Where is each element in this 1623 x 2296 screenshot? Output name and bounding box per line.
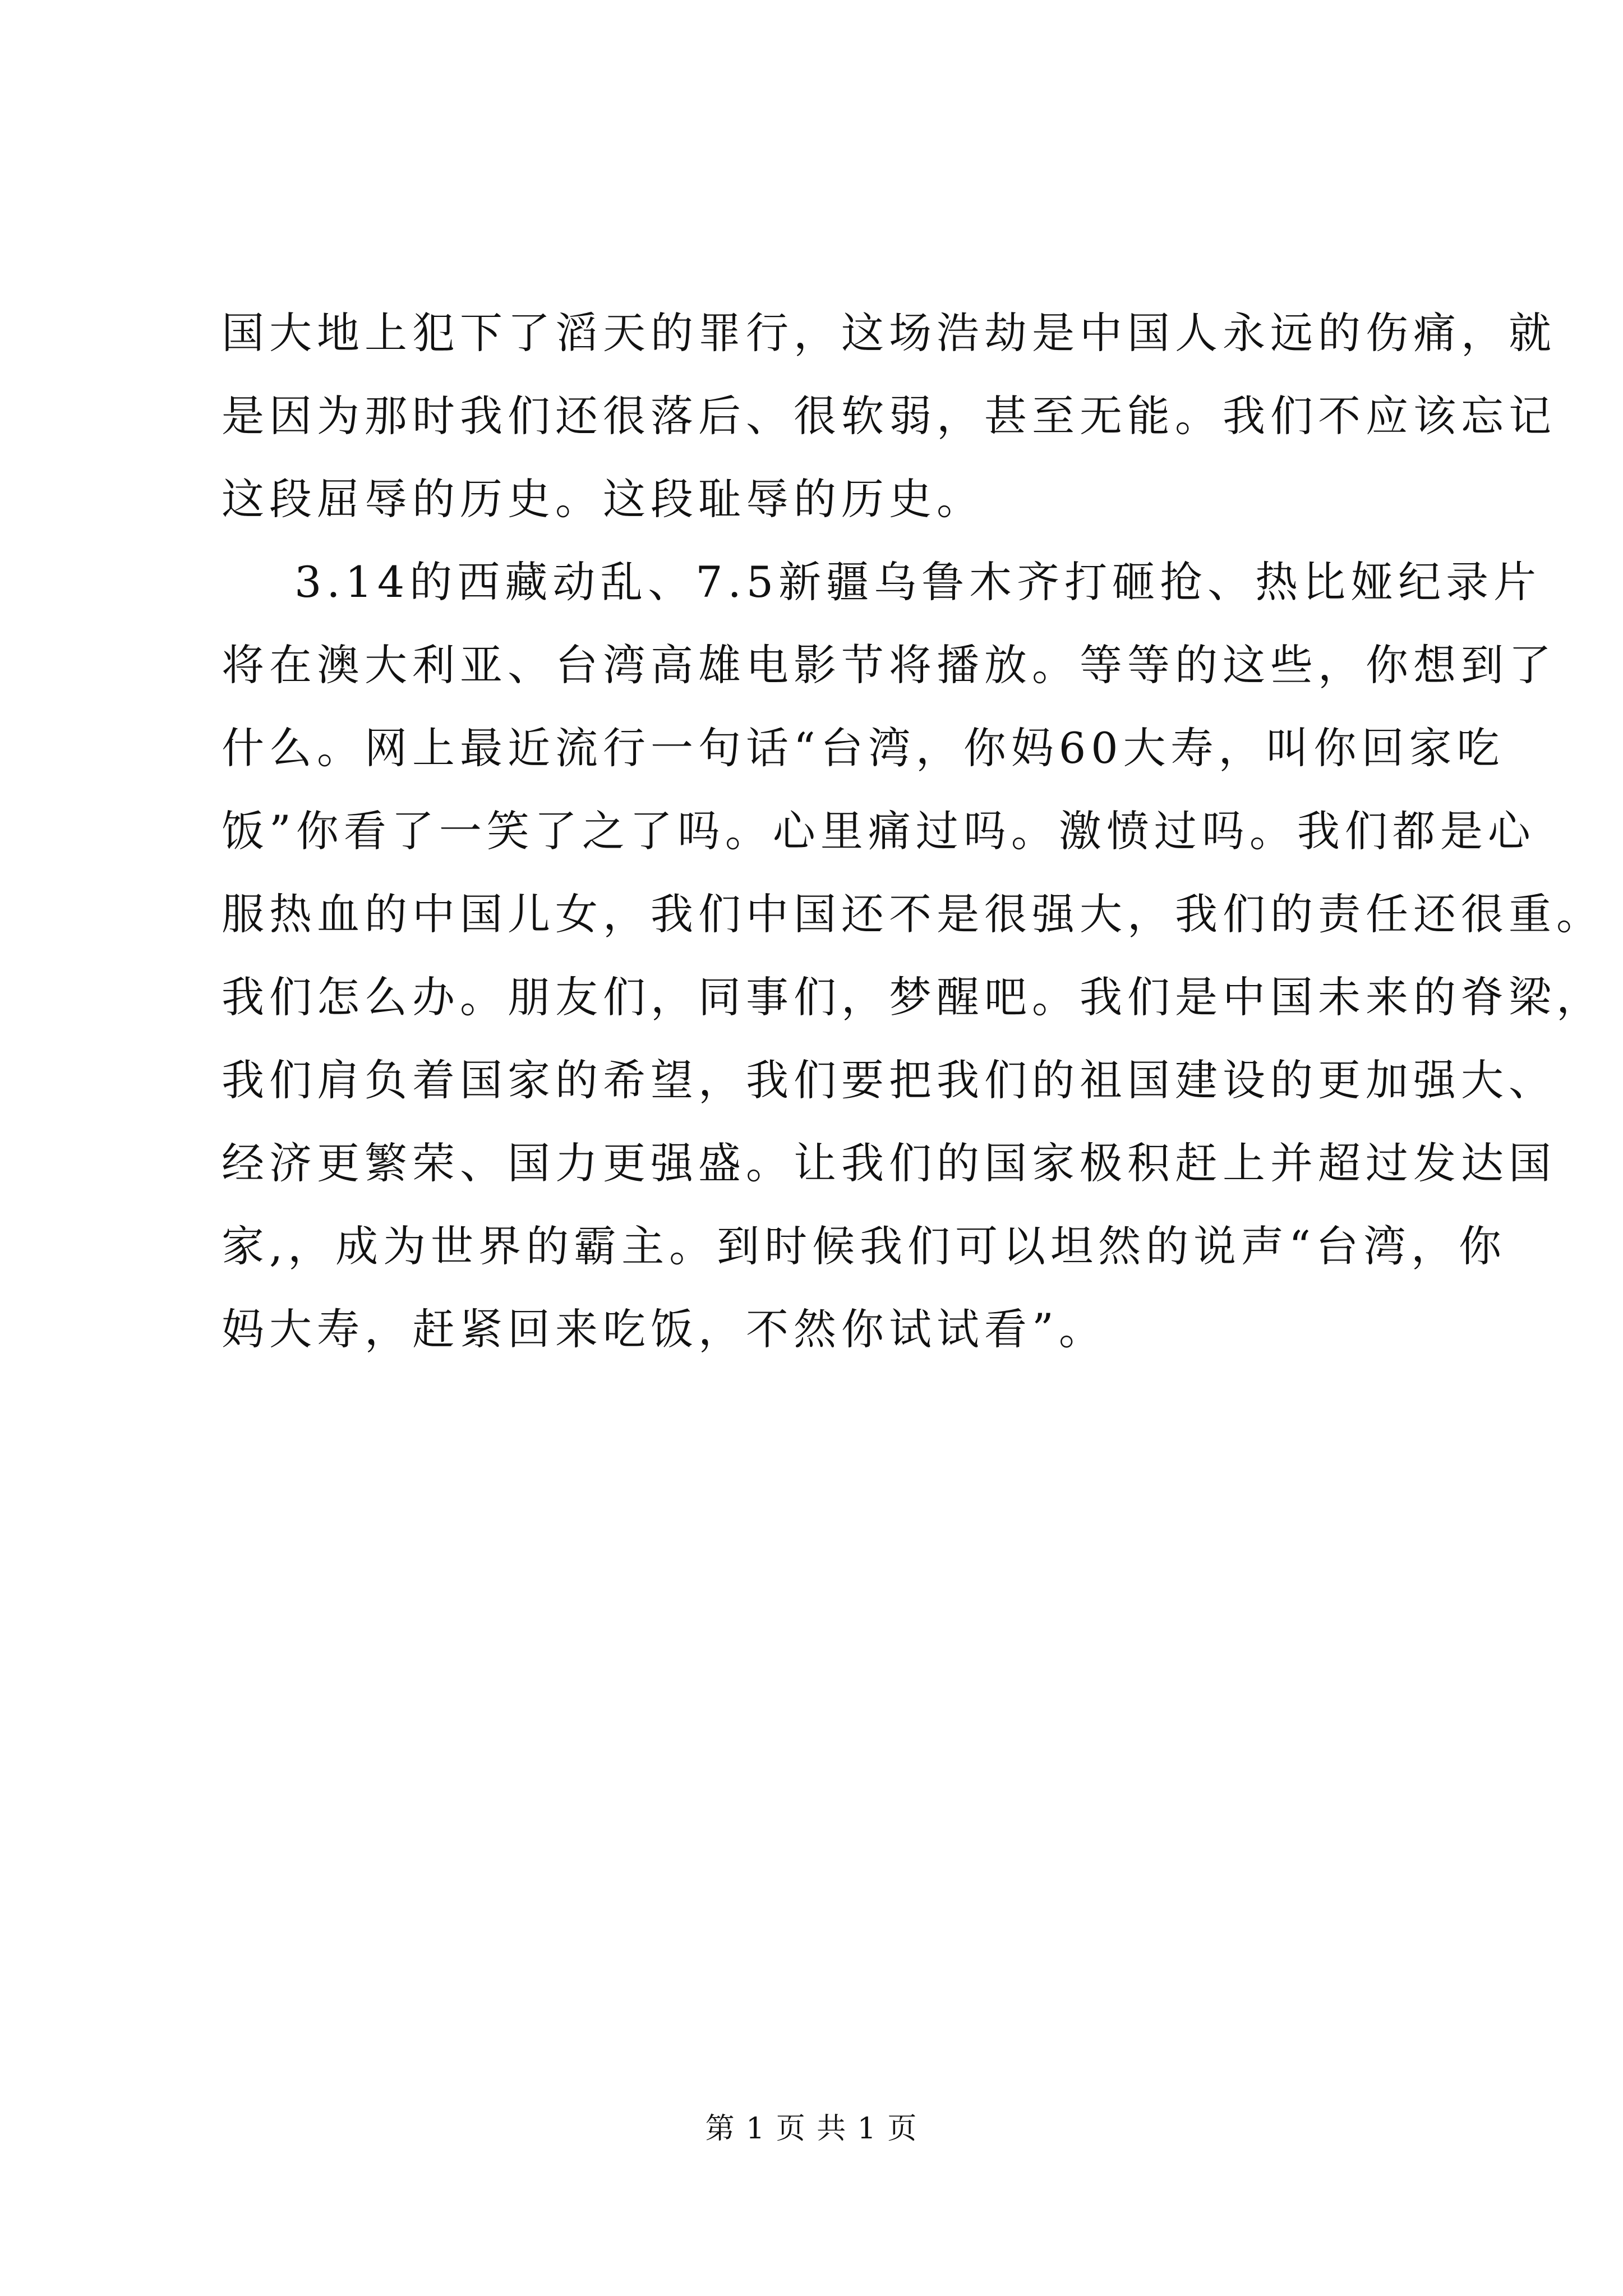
paragraph-first-line: 3.14的西藏动乱、7.5新疆乌鲁木齐打砸抢、热比娅纪录片 [294, 557, 1542, 607]
text-line: 这段屈辱的历史。这段耻辱的历史。 [222, 474, 984, 524]
text-line: 什么。网上最近流行一句话“台湾，你妈60大寿，叫你回家吃 [222, 723, 1505, 773]
text-line: 家,，成为世界的霸主。到时候我们可以坦然的说声“台湾，你 [222, 1221, 1507, 1271]
text-line: 饭”你看了一笑了之了吗。心里痛过吗。激愤过吗。我们都是心 [222, 806, 1536, 856]
page-number-footer: 第 1 页 共 1 页 [705, 2112, 918, 2146]
text-line: 将在澳大利亚、台湾高雄电影节将播放。等等的这些，你想到了 [222, 640, 1556, 690]
text-line: 我们肩负着国家的希望，我们要把我们的祖国建设的更加强大、 [222, 1055, 1556, 1105]
text-line: 我们怎么办。朋友们，同事们，梦醒吧。我们是中国未来的脊梁， [222, 972, 1604, 1022]
document-body [222, 292, 1604, 1371]
text-line: 经济更繁荣、国力更强盛。让我们的国家极积赶上并超过发达国 [222, 1138, 1556, 1188]
text-line: 妈大寿，赶紧回来吃饭，不然你试试看”。 [222, 1304, 1106, 1354]
text-line: 国大地上犯下了滔天的罪行，这场浩劫是中国人永远的伤痛，就 [222, 308, 1556, 358]
text-line: 是因为那时我们还很落后、很软弱，甚至无能。我们不应该忘记 [222, 391, 1556, 441]
text-line: 服热血的中国儿女，我们中国还不是很强大，我们的责任还很重。 [222, 889, 1604, 939]
